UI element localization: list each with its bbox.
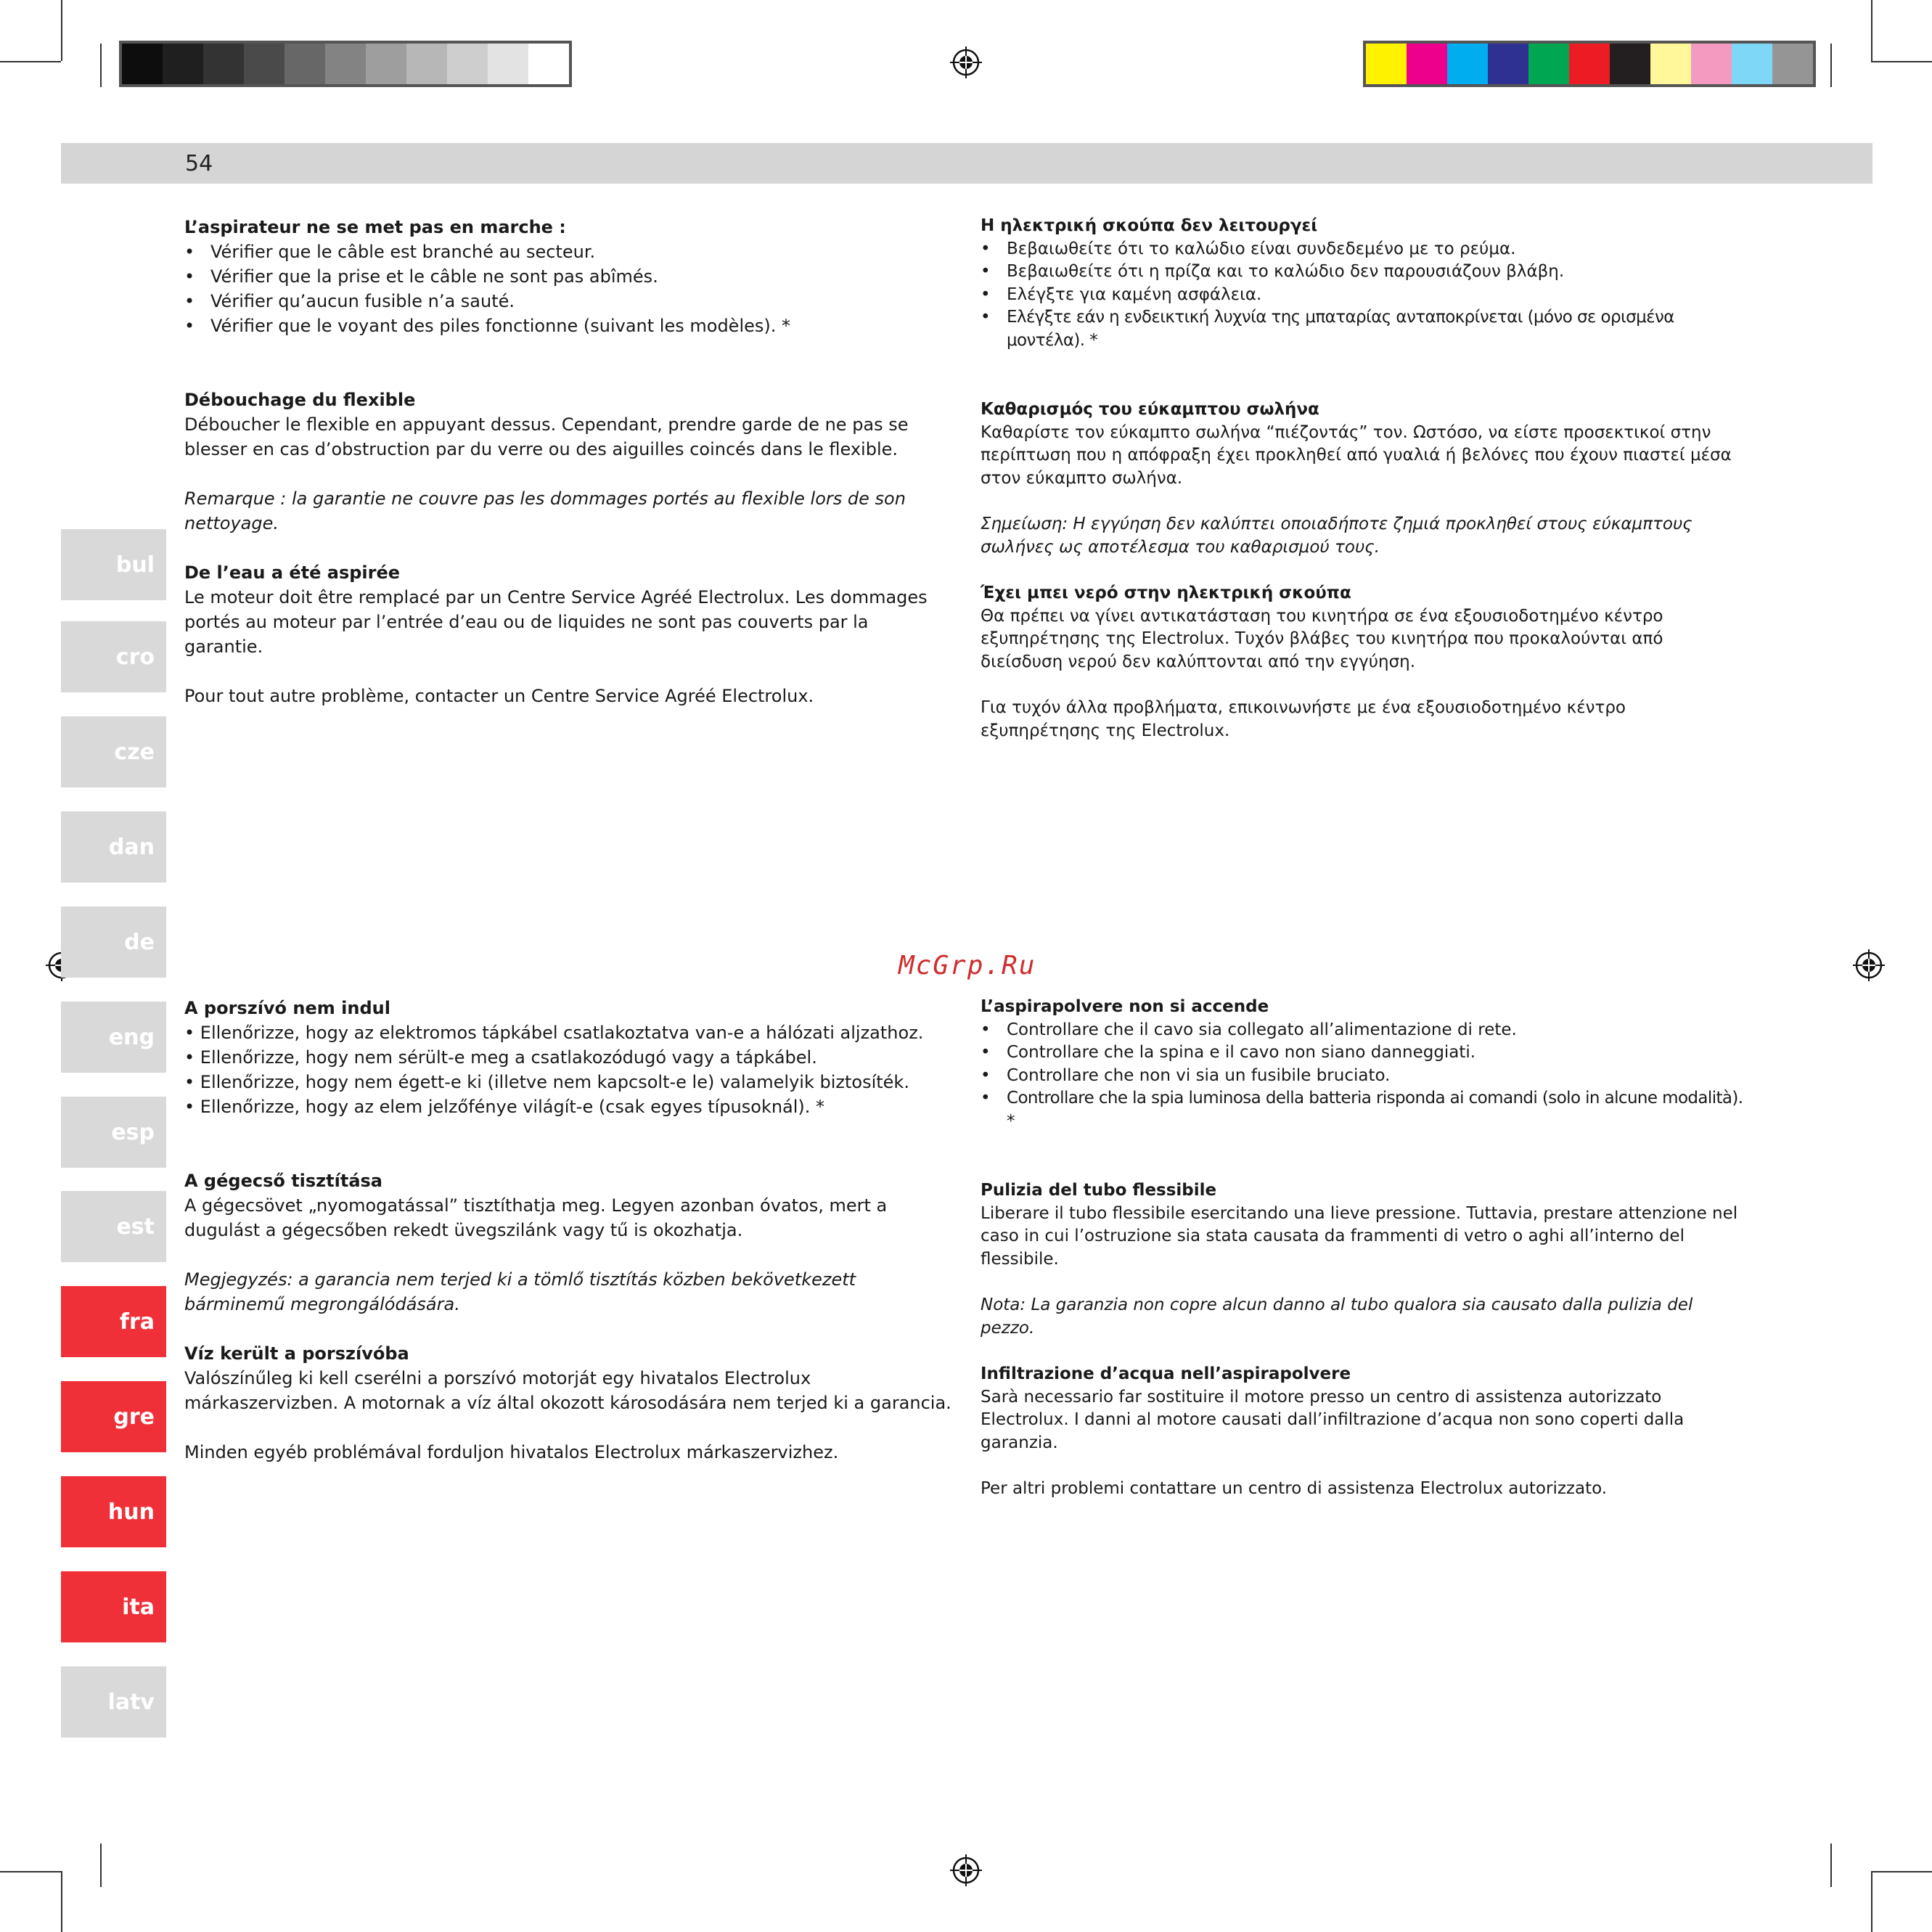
heading-hose-unblocking: Débouchage du flexible [184,390,416,410]
lang-tab-label: esp [111,1119,155,1145]
lang-tab-label: cze [114,739,155,765]
checklist [981,238,1750,353]
color-swatch [1772,44,1813,84]
list-item: • Vérifier qu’aucun fusible n’a sauté. [184,289,946,314]
grayscale-color-bar [119,41,572,87]
list-item: • Ellenőrizze, hogy nem sérült-e meg a csatlakozódugó vagy a tápkábel. [184,1045,954,1070]
color-swatch [1447,44,1488,84]
color-swatch [1528,44,1569,84]
paragraph: Για τυχόν άλλα προβλήματα, επικοινωνήστε με ένα εξουσιοδοτημένο κέντρο εξυπηρέτησης της Electrolux. [981,698,1626,740]
section-greek [981,215,1750,742]
warranty-note: Nota: La garanzia non copre alcun danno al tubo qualora sia causato dalla pulizia del pezzo. [981,1295,1693,1338]
color-swatch [1732,44,1772,84]
paragraph: Καθαρίστε τον εύκαμπτο σωλήνα “πιέζοντάς” τον. Ωστόσο, να είστε προσεκτικοί στην περίπτωση που η απόφραξη έχει προκληθεί από γυαλιά ή βελόνες που έχουν πιαστεί μέσα στον εύκαμπτο σωλήνα. [981,422,1732,488]
lang-tab-label: hun [107,1499,155,1525]
list-item: • Vérifier que la prise et le câble ne sont pas abîmés. [184,264,946,289]
header-band [61,143,1872,184]
warranty-note: Remarque : la garantie ne couvre pas les dommages portés au flexible lors de son nettoyage. [184,488,906,533]
lang-tab-label: latv [107,1689,155,1715]
heading-not-starting: Η ηλεκτρική σκούπα δεν λειτουργεί [981,216,1318,235]
watermark: McGrp.Ru [899,951,1036,981]
paragraph: Minden egyéb problémával forduljon hivatalos Electrolux márkaszervizhez. [184,1442,839,1462]
paragraph: Le moteur doit être remplacé par un Centre Service Agréé Electrolux. Les dommages portés au moteur par l’entrée d’eau ou de liquides ne sont pas couverts par la garantie. [184,587,928,657]
list-item: • Controllare che la spia luminosa della batteria risponda ai comandi (solo in alcune modalità). * [981,1087,1750,1133]
page-number: 54 [185,151,213,176]
list-item: • Βεβαιωθείτε ότι η πρίζα και το καλώδιο δεν παρουσιάζουν βλάβη. [981,261,1750,284]
paragraph: A gégecsövet „nyomogatással” tisztíthatja meg. Legyen azonban óvatos, mert a dugulást a gégecsőben rekedt üvegszilánk vagy tű is okozhatja. [184,1195,888,1240]
lang-tab-label: bul [115,552,155,578]
lang-tab-label: de [124,929,155,955]
lang-tab-label: eng [108,1024,155,1050]
paragraph: Per altri problemi contattare un centro di assistenza Electrolux autorizzato. [981,1479,1608,1498]
paragraph: Sarà necessario far sostituire il motore presso un centro di assistenza autorizzato Electrolux. I danni al motore causati dall’infiltrazione d’acqua non sono coperti dalla garanzia. [981,1387,1685,1452]
color-swatch [1366,44,1407,84]
warranty-note: Σημείωση: Η εγγύηση δεν καλύπτει οποιαδήποτε ζημιά προκληθεί στους εύκαμπτους σωλήνες ως αποτέλεσμα του καθαρισμού τους. [981,515,1692,557]
color-swatch [203,44,244,84]
color-swatch [447,44,488,84]
list-item: • Ellenőrizze, hogy az elem jelzőfénye világít-e (csak egyes típusoknál). * [184,1094,954,1119]
registration-mark-icon [1853,949,1885,981]
lang-tab-hun[interactable] [61,1476,166,1547]
list-item: • Ellenőrizze, hogy nem égett-e ki (illetve nem kapcsolt-e le) valamelyik biztosíték. [184,1070,954,1094]
color-swatch [1569,44,1610,84]
heading-water-sucked: De l’eau a été aspirée [184,562,401,583]
section-italian [981,996,1750,1501]
color-swatch [285,44,325,84]
color-swatch [1407,44,1447,84]
color-swatch [1691,44,1732,84]
heading-not-starting: A porszívó nem indul [184,998,390,1018]
lang-tab-dan[interactable] [61,811,166,883]
paragraph: Liberare il tubo flessibile esercitando una lieve pressione. Tuttavia, prestare attenzione nel caso in cui l’ostruzione sia stata causata da frammenti di vetro o aghi all’interno del flessibile. [981,1203,1738,1269]
lang-tab-label: cro [115,644,155,670]
checklist [184,240,946,338]
heading-not-starting: L’aspirateur ne se met pas en marche : [184,217,566,237]
list-item: • Controllare che la spina e il cavo non siano danneggiati. [981,1041,1750,1065]
list-item: • Ελέγξτε εάν η ενδεικτική λυχνία της μπαταρίας ανταποκρίνεται (μόνο σε ορισμένα μοντέλα). * [981,306,1750,352]
lang-tab-label: est [116,1213,155,1240]
lang-tab-gre[interactable] [61,1381,166,1452]
registration-mark-icon [950,1854,982,1886]
lang-tab-label: ita [122,1594,155,1620]
paragraph: Pour tout autre problème, contacter un Centre Service Agréé Electrolux. [184,686,814,706]
list-item: • Controllare che il cavo sia collegato all’alimentazione di rete. [981,1019,1750,1042]
process-color-bar [1363,41,1816,87]
lang-tab-fra[interactable] [61,1286,166,1357]
color-swatch [163,44,203,84]
paragraph: Déboucher le flexible en appuyant dessus. Cependant, prendre garde de ne pas se blesser en cas d’obstruction par du verre ou des aiguilles coincés dans le flexible. [184,414,909,459]
lang-tab-bul[interactable] [61,529,166,600]
lang-tab-de[interactable] [61,906,166,978]
lang-tab-label: fra [119,1309,155,1335]
lang-tab-cze[interactable] [61,716,166,787]
lang-tab-latv[interactable] [61,1666,166,1737]
checklist [981,1019,1750,1134]
lang-tab-eng[interactable] [61,1002,166,1073]
lang-tab-est[interactable] [61,1191,166,1262]
color-swatch [406,44,447,84]
section-french [184,215,946,708]
heading-water-sucked: Έχει μπει νερό στην ηλεκτρική σκούπα [981,584,1351,602]
heading-hose-unblocking: Pulizia del tubo flessibile [981,1181,1217,1200]
list-item: • Ellenőrizze, hogy az elektromos tápkábel csatlakoztatva van-e a hálózati aljzathoz. [184,1020,954,1045]
color-swatch [1610,44,1650,84]
color-swatch [528,44,569,84]
warranty-note: Megjegyzés: a garancia nem terjed ki a tömlő tisztítás közben bekövetkezett bárminemű megrongálódására. [184,1269,856,1314]
paragraph: Θα πρέπει να γίνει αντικατάσταση του κινητήρα σε ένα εξουσιοδοτημένο κέντρο εξυπηρέτησης της Electrolux. Τυχόν βλάβες του κινητήρα που προκαλούνται από διείσδυση νερού δεν καλύπτονται από την εγγύηση. [981,606,1663,671]
color-swatch [325,44,366,84]
paragraph: Valószínűleg ki kell cserélni a porszívó motorját egy hivatalos Electrolux márkaszervizben. A motornak a víz által okozott károsodására nem terjed ki a garancia. [184,1368,951,1413]
lang-tab-esp[interactable] [61,1097,166,1168]
checklist [184,1020,954,1119]
lang-tab-ita[interactable] [61,1571,166,1642]
color-swatch [1488,44,1528,84]
heading-water-sucked: Infiltrazione d’acqua nell’aspirapolvere [981,1364,1351,1383]
color-swatch [122,44,163,84]
list-item: • Βεβαιωθείτε ότι το καλώδιο είναι συνδεδεμένο με το ρεύμα. [981,238,1750,261]
lang-tab-label: dan [108,834,155,860]
list-item: • Vérifier que le voyant des piles fonctionne (suivant les modèles). * [184,314,946,338]
heading-hose-unblocking: Καθαρισμός του εύκαμπτου σωλήνα [981,400,1319,419]
lang-tab-cro[interactable] [61,621,166,692]
heading-water-sucked: Víz került a porszívóba [184,1343,409,1364]
list-item: • Controllare che non vi sia un fusibile bruciato. [981,1065,1750,1088]
color-swatch [366,44,406,84]
registration-mark-icon [950,46,982,78]
color-swatch [488,44,528,84]
list-item: • Ελέγξτε για καμένη ασφάλεια. [981,284,1750,307]
heading-hose-unblocking: A gégecső tisztítása [184,1171,382,1191]
lang-tab-label: gre [113,1404,155,1430]
color-swatch [244,44,285,84]
section-hungarian [184,996,954,1465]
heading-not-starting: L’aspirapolvere non si accende [981,997,1269,1016]
list-item: • Vérifier que le câble est branché au secteur. [184,240,946,264]
color-swatch [1650,44,1691,84]
